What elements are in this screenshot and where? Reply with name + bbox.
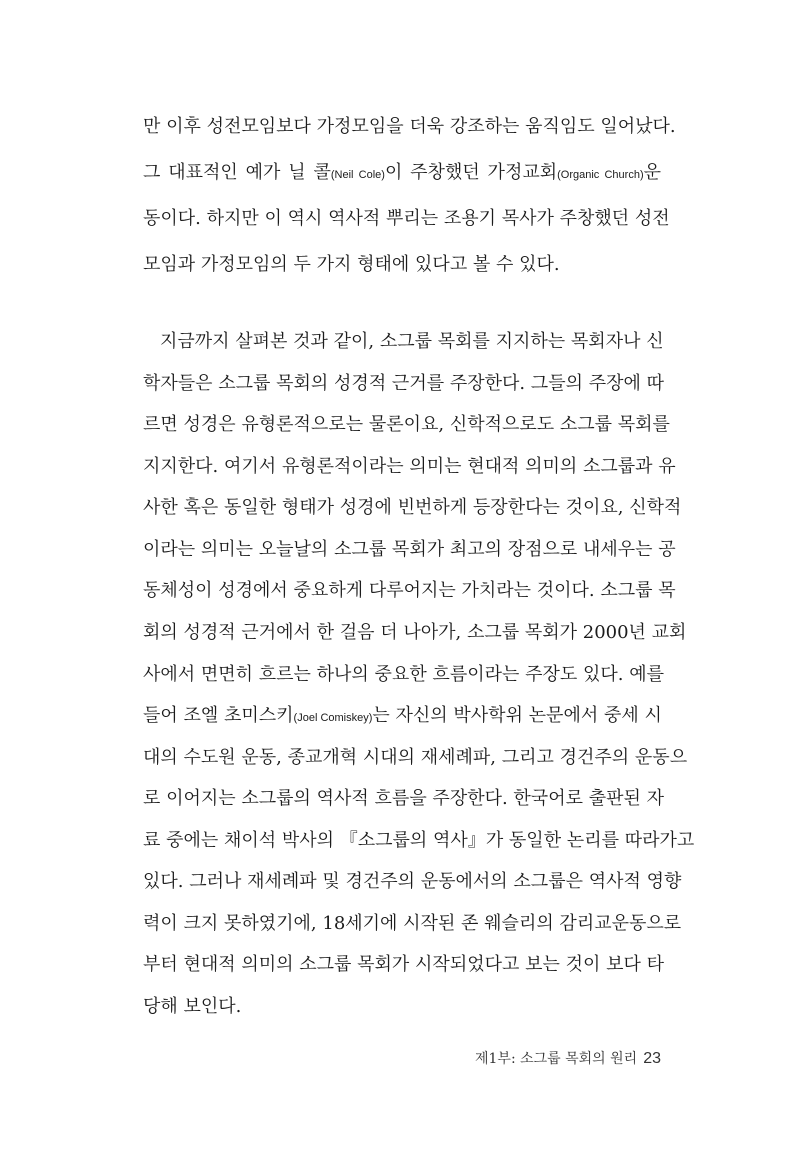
text-line	[143, 704, 661, 730]
text-line: 이라는 의미는 오늘날의 소그룹 목회가 최고의 장점으로 내세우는 공	[143, 539, 676, 560]
text-span: 이 주창했던 가정교회	[384, 162, 558, 183]
text-line: 사에서 면면히 흐르는 하나의 중요한 흐름이라는 주장도 있다. 예를	[143, 664, 664, 685]
text-line: 지금까지 살펴본 것과 같이, 소그룹 목회를 지지하는 목회자나 신	[160, 331, 664, 352]
text-line: 모임과 가정모임의 두 가지 형태에 있다고 볼 수 있다.	[143, 254, 560, 275]
text-line: 사한 혹은 동일한 형태가 성경에 빈번하게 등장한다는 것이요, 신학적	[143, 497, 682, 518]
text-line: 있다. 그러나 재세례파 및 경건주의 운동에서의 소그룹은 역사적 영향	[143, 871, 682, 892]
text-span: 그 대표적인 예가 닐 콜	[143, 162, 331, 183]
text-line: 료 중에는 채이석 박사의 『소그룹의 역사』가 동일한 논리를 따라가고	[143, 830, 695, 851]
text-line: 로 이어지는 소그룹의 역사적 흐름을 주장한다. 한국어로 출판된 자	[143, 788, 664, 809]
text-span: 는 자신의 박사학위 논문에서 중세 시	[372, 705, 662, 726]
text-line: 학자들은 소그룹 목회의 성경적 근거를 주장한다. 그들의 주장에 따	[143, 373, 664, 394]
page-number: 23	[643, 1050, 661, 1067]
text-line: 르면 성경은 유형론적으로는 물론이요, 신학적으로도 소그룹 목회를	[143, 414, 670, 435]
chapter-title: 제1부: 소그룹 목회의 원리	[474, 1051, 638, 1067]
text-line: 동체성이 성경에서 중요하게 다루어지는 가치라는 것이다. 소그룹 목	[143, 580, 676, 601]
text-line: 회의 성경적 근거에서 한 걸음 더 나아가, 소그룹 목회가 2000년 교회	[143, 622, 687, 643]
text-line: 대의 수도원 운동, 종교개혁 시대의 재세례파, 그리고 경건주의 운동으	[143, 747, 688, 768]
text-line: 동이다. 하지만 이 역시 역사적 뿌리는 조용기 목사가 주창했던 성전	[143, 208, 670, 229]
text-line: 지지한다. 여기서 유형론적이라는 의미는 현대적 의미의 소그룹과 유	[143, 456, 676, 477]
page-footer	[475, 1048, 661, 1068]
text-line: 만 이후 성전모임보다 가정모임을 더욱 강조하는 움직임도 일어났다.	[143, 116, 676, 137]
text-line: 부터 현대적 의미의 소그룹 목회가 시작되었다고 보는 것이 보다 타	[143, 954, 664, 975]
text-line: 당해 보인다.	[143, 996, 242, 1017]
text-span: 운	[643, 162, 661, 183]
text-line	[143, 161, 661, 187]
english-annotation: (Neil Cole)	[330, 169, 385, 181]
english-annotation: (Organic Church)	[557, 169, 644, 181]
text-span: 들어 조엘 초미스키	[143, 705, 294, 726]
english-annotation: (Joel Comiskey)	[293, 712, 373, 724]
text-line: 력이 크지 못하였기에, 18세기에 시작된 존 웨슬리의 감리교운동으로	[143, 913, 682, 934]
